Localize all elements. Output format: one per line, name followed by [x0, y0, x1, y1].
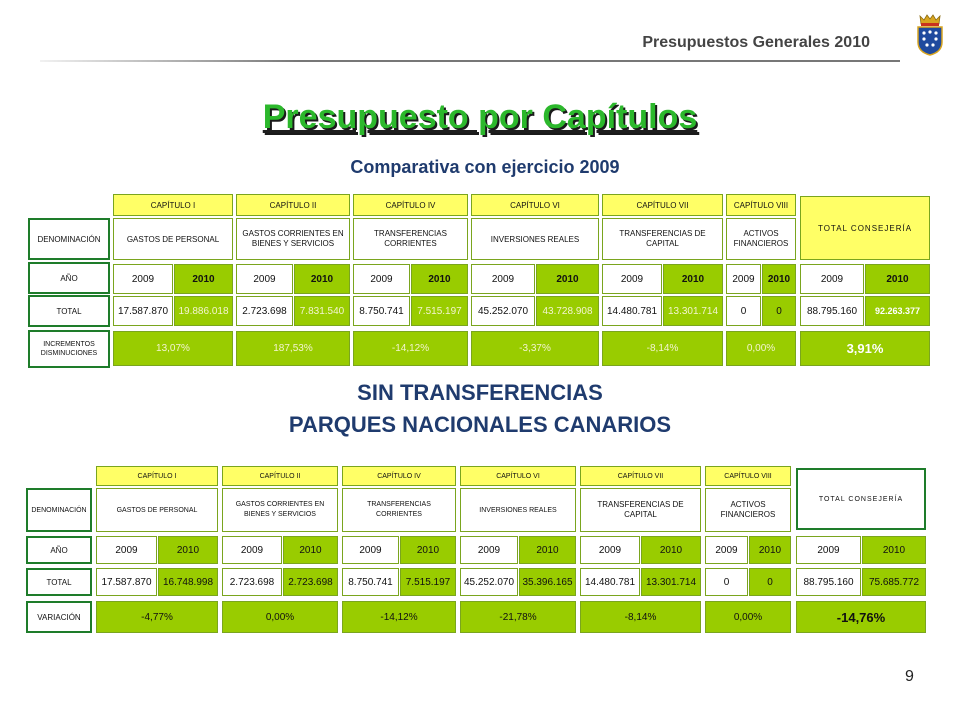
chapter-name: GASTOS DE PERSONAL [96, 488, 218, 532]
chapter-header: CAPÍTULO IV [342, 466, 456, 486]
chapter-name: INVERSIONES REALES [460, 488, 576, 532]
year-2009: 2009 [236, 264, 293, 294]
row-label-anio: AÑO [26, 536, 92, 564]
chapter-name: GASTOS CORRIENTES EN BIENES Y SERVICIOS [222, 488, 338, 532]
chapter-name: ACTIVOS FINANCIEROS [726, 218, 796, 260]
year-2009: 2009 [96, 536, 157, 564]
year-2009: 2009 [580, 536, 640, 564]
total-2009: 14.480.781 [580, 568, 640, 596]
total-2010: 35.396.165 [519, 568, 576, 596]
year-2010: 2010 [519, 536, 576, 564]
grand-total-variation: -14,76% [796, 601, 926, 633]
chapter-header: CAPÍTULO VII [602, 194, 723, 216]
total-year-2010: 2010 [862, 536, 926, 564]
chapter-name: TRANSFERENCIAS CORRIENTES [342, 488, 456, 532]
year-2009: 2009 [705, 536, 748, 564]
variation-value: -4,77% [96, 601, 218, 633]
grand-total-variation: 3,91% [800, 331, 930, 366]
variation-value: 0,00% [222, 601, 338, 633]
total-2010: 7.515.197 [400, 568, 456, 596]
total-2009: 8.750.741 [353, 296, 410, 326]
total-2009: 2.723.698 [236, 296, 293, 326]
grand-total-2010: 75.685.772 [862, 568, 926, 596]
subtitle: Comparativa con ejercicio 2009 [350, 157, 620, 177]
total-consejeria-header: TOTAL CONSEJERÍA [800, 196, 930, 260]
year-2010: 2010 [641, 536, 701, 564]
chapter-header: CAPÍTULO VII [580, 466, 701, 486]
total-2009: 14.480.781 [602, 296, 662, 326]
chapter-header: CAPÍTULO VI [460, 466, 576, 486]
total-2010: 16.748.998 [158, 568, 218, 596]
chapter-name: GASTOS CORRIENTES EN BIENES Y SERVICIOS [236, 218, 350, 260]
variation-value: 0,00% [705, 601, 791, 633]
total-2010: 19.886.018 [174, 296, 233, 326]
chapter-name: ACTIVOS FINANCIEROS [705, 488, 791, 532]
year-2009: 2009 [460, 536, 518, 564]
total-2009: 45.252.070 [471, 296, 535, 326]
section-title-line1: SIN TRANSFERENCIAS [357, 380, 603, 405]
total-2009: 2.723.698 [222, 568, 282, 596]
year-2009: 2009 [726, 264, 761, 294]
main-title: Presupuesto por Capítulos [262, 98, 698, 136]
variation-value: -14,12% [342, 601, 456, 633]
chapter-name: TRANSFERENCIAS CORRIENTES [353, 218, 468, 260]
variation-value: 13,07% [113, 331, 233, 366]
chapter-name: INVERSIONES REALES [471, 218, 599, 260]
year-2010: 2010 [762, 264, 796, 294]
year-2010: 2010 [400, 536, 456, 564]
total-2009: 0 [726, 296, 761, 326]
chapter-header: CAPÍTULO I [96, 466, 218, 486]
total-year-2009: 2009 [796, 536, 861, 564]
year-2010: 2010 [536, 264, 599, 294]
total-2010: 13.301.714 [663, 296, 723, 326]
total-2009: 45.252.070 [460, 568, 518, 596]
total-2009: 8.750.741 [342, 568, 399, 596]
year-2010: 2010 [158, 536, 218, 564]
variation-value: -8,14% [602, 331, 723, 366]
header-divider [40, 60, 900, 62]
year-2010: 2010 [663, 264, 723, 294]
chapter-header: CAPÍTULO II [222, 466, 338, 486]
variation-value: -21,78% [460, 601, 576, 633]
variation-value: -8,14% [580, 601, 701, 633]
chapter-header: CAPÍTULO VIII [726, 194, 796, 216]
year-2009: 2009 [342, 536, 399, 564]
year-2010: 2010 [294, 264, 350, 294]
grand-total-2010: 92.263.377 [865, 296, 930, 326]
total-2010: 7.515.197 [411, 296, 468, 326]
year-2010: 2010 [283, 536, 338, 564]
variation-value: -14,12% [353, 331, 468, 366]
year-2009: 2009 [113, 264, 173, 294]
year-2009: 2009 [471, 264, 535, 294]
year-2010: 2010 [411, 264, 468, 294]
total-year-2009: 2009 [800, 264, 864, 294]
total-2010: 2.723.698 [283, 568, 338, 596]
grand-total-2009: 88.795.160 [800, 296, 864, 326]
total-2010: 0 [762, 296, 796, 326]
chapter-name: TRANSFERENCIAS DE CAPITAL [580, 488, 701, 532]
chapter-name: TRANSFERENCIAS DE CAPITAL [602, 218, 723, 260]
document-header-title: Presupuestos Generales 2010 [642, 34, 870, 51]
row-label-variacion: VARIACIÓN [26, 601, 92, 633]
chapter-header: CAPÍTULO VIII [705, 466, 791, 486]
total-2010: 0 [749, 568, 791, 596]
section-title-line2: PARQUES NACIONALES CANARIOS [288, 412, 672, 437]
total-2009: 0 [705, 568, 748, 596]
chapter-header: CAPÍTULO I [113, 194, 233, 216]
total-2010: 7.831.540 [294, 296, 350, 326]
row-label-total: TOTAL [26, 568, 92, 596]
total-2009: 17.587.870 [113, 296, 173, 326]
row-label-denominacion: DENOMINACIÓN [26, 488, 92, 532]
variation-value: -3,37% [471, 331, 599, 366]
coat-of-arms-icon [914, 12, 946, 56]
total-year-2010: 2010 [865, 264, 930, 294]
total-consejeria-header: TOTAL CONSEJERÍA [796, 468, 926, 530]
year-2009: 2009 [222, 536, 282, 564]
row-label-total: TOTAL [28, 295, 110, 327]
chapter-header: CAPÍTULO IV [353, 194, 468, 216]
row-label-denominacion: DENOMINACIÓN [28, 218, 110, 260]
chapter-name: GASTOS DE PERSONAL [113, 218, 233, 260]
page-number: 9 [905, 668, 914, 685]
year-2009: 2009 [602, 264, 662, 294]
year-2009: 2009 [353, 264, 410, 294]
row-label-incrementos: INCREMENTOS DISMINUCIONES [28, 330, 110, 368]
total-2010: 43.728.908 [536, 296, 599, 326]
year-2010: 2010 [174, 264, 233, 294]
chapter-header: CAPÍTULO VI [471, 194, 599, 216]
row-label-anio: AÑO [28, 262, 110, 294]
grand-total-2009: 88.795.160 [796, 568, 861, 596]
total-2009: 17.587.870 [96, 568, 157, 596]
variation-value: 187,53% [236, 331, 350, 366]
total-2010: 13.301.714 [641, 568, 701, 596]
variation-value: 0,00% [726, 331, 796, 366]
chapter-header: CAPÍTULO II [236, 194, 350, 216]
year-2010: 2010 [749, 536, 791, 564]
